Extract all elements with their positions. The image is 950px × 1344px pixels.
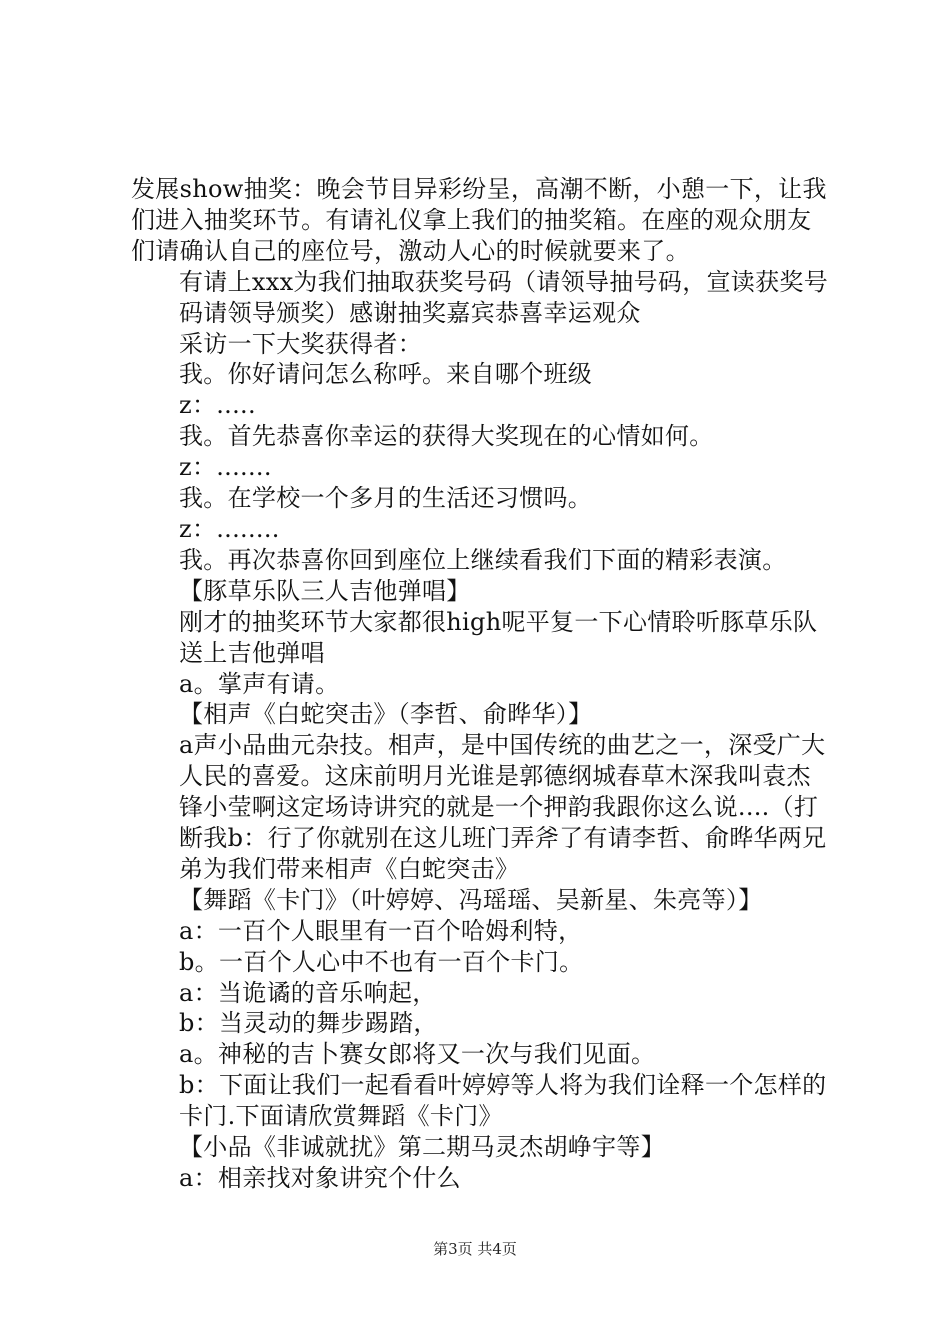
dialogue-line: a。掌声有请。 [179,669,340,698]
page-number-label: 第3页 共4页 [433,1240,517,1258]
document-body [131,174,831,1194]
paragraph-host-line: a声小品曲元杂技。相声，是中国传统的曲艺之一，深受广大人民的喜爱。这床前明月光谁是郭德纲城春草木深我叫袁杰锋小莹啊这定场诗讲究的就是一个押韵我跟你这么说....（打断我b：行了你就别在这儿班门弄斧了有请李哲、俞晔华两兄弟为我们带来相声《白蛇突击》 [179,731,827,883]
program-heading: 【小品《非诚就扰》第二期马灵杰胡峥宇等】 [179,1133,665,1162]
dialogue-line: b：当灵动的舞步踢踏， [179,1009,438,1038]
dialogue-line: b。一百个人心中不也有一百个卡门。 [179,947,584,976]
dialogue-line: a：当诡谲的音乐响起， [179,978,437,1007]
paragraph-interview-intro: 采访一下大奖获得者： [179,329,422,358]
dialogue-line: 我。你好请问怎么称呼。来自哪个班级 [179,360,593,389]
program-heading: 【相声《白蛇突击》（李哲、俞晔华）】 [179,700,593,729]
dialogue-line: z：....... [179,453,272,482]
paragraph-host-line: 刚才的抽奖环节大家都很high呢平复一下心情聆听豚草乐队送上吉他弹唱 [179,607,818,667]
dialogue-line: z：........ [179,514,280,543]
paragraph-lottery-intro: 发展show抽奖：晚会节目异彩纷呈，高潮不断，小憩一下，让我们进入抽奖环节。有请礼仪拿上我们的抽奖箱。在座的观众朋友们请确认自己的座位号，激动人心的时候就要来了。 [131,175,827,265]
dialogue-line: b：下面让我们一起看看叶婷婷等人将为我们诠释一个怎样的卡门.下面请欣赏舞蹈《卡门》 [179,1071,827,1131]
program-heading: 【豚草乐队三人吉他弹唱】 [179,576,471,605]
dialogue-line: 我。首先恭喜你幸运的获得大奖现在的心情如何。 [179,422,714,451]
paragraph-lottery-draw: 有请上xxx为我们抽取获奖号码（请领导抽号码，宣读获奖号码请领导颁奖）感谢抽奖嘉宾恭喜幸运观众 [179,267,829,327]
dialogue-line: a。神秘的吉卜赛女郎将又一次与我们见面。 [179,1040,656,1069]
program-heading: 【舞蹈《卡门》（叶婷婷、冯瑶瑶、吴新星、朱亮等）】 [179,885,763,914]
dialogue-line: a：一百个人眼里有一百个哈姆利特， [179,916,583,945]
dialogue-line: 我。再次恭喜你回到座位上继续看我们下面的精彩表演。 [179,545,787,574]
page-footer [0,1238,950,1259]
dialogue-line: a：相亲找对象讲究个什么 [179,1164,461,1192]
dialogue-line: z：..... [179,391,256,420]
dialogue-line: 我。在学校一个多月的生活还习惯吗。 [179,484,593,513]
